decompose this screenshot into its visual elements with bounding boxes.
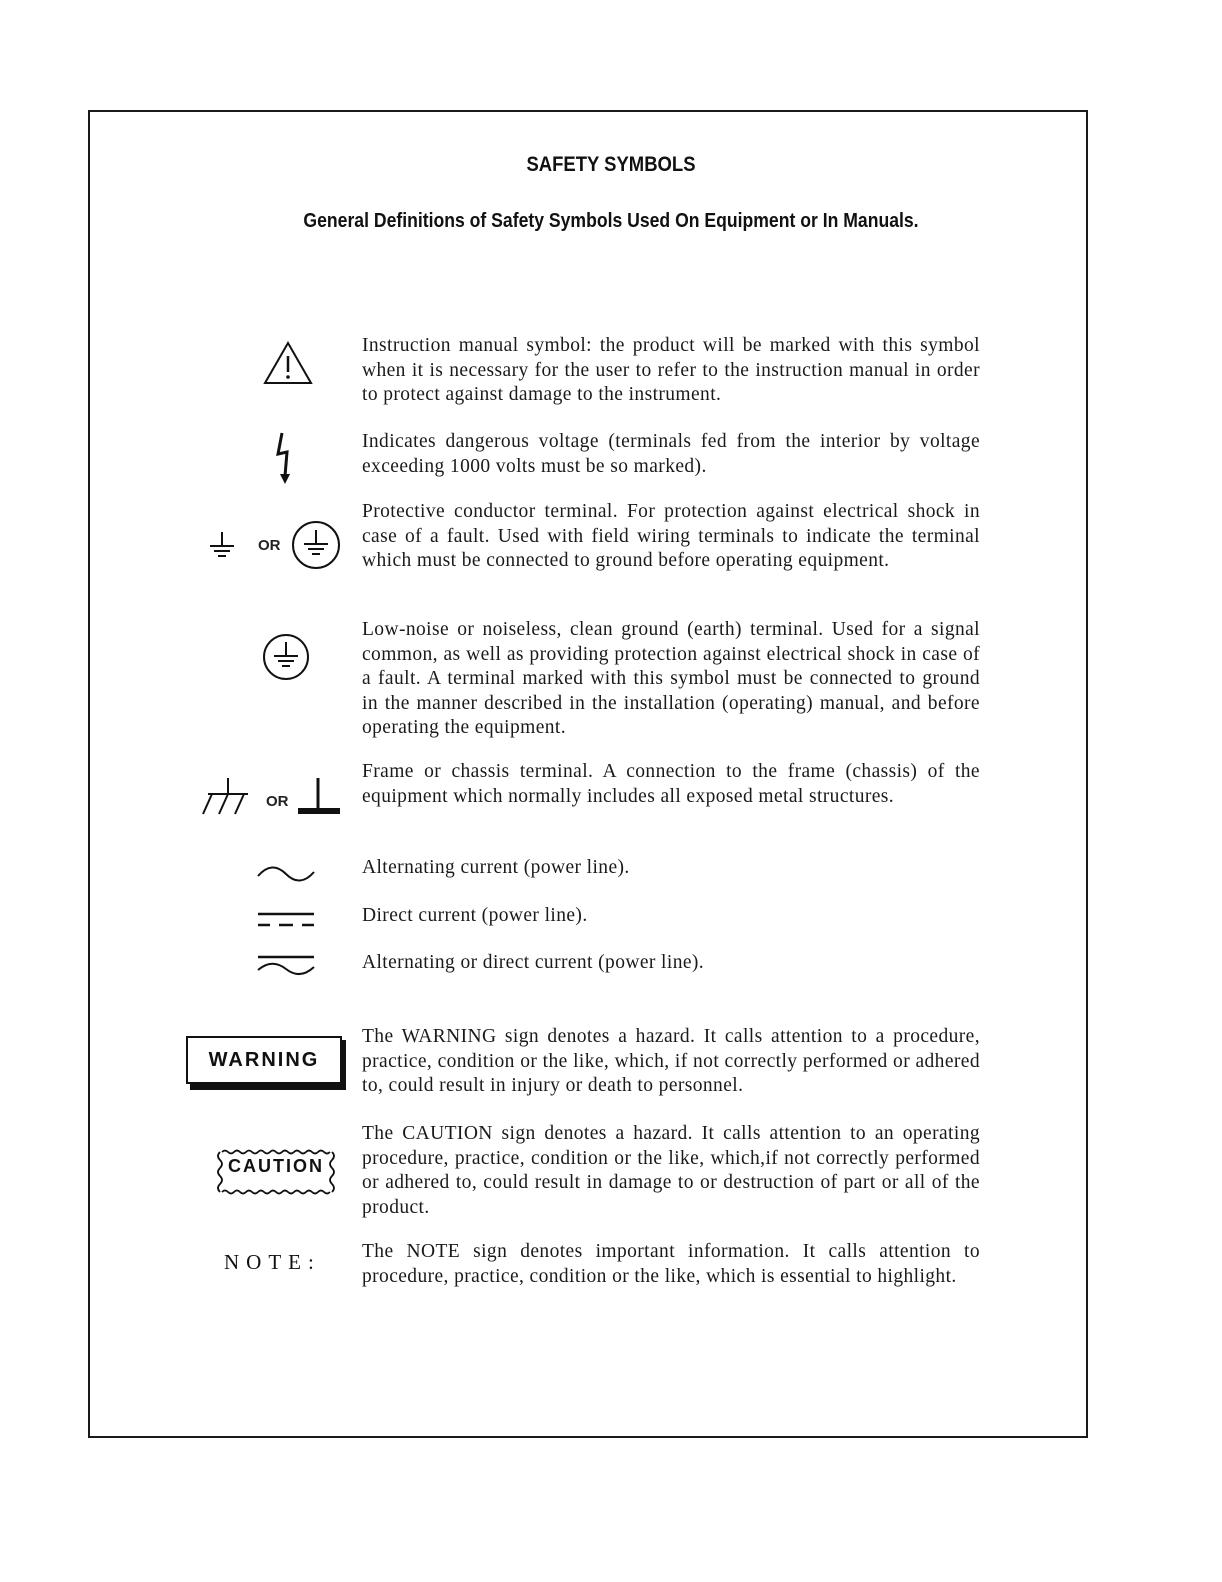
direct-current-icon <box>256 908 316 932</box>
warning-sign-shadow <box>190 1084 346 1090</box>
or-label: OR <box>258 537 281 554</box>
chassis-terminal-icon <box>198 774 348 820</box>
direct-current-definition: Direct current (power line). <box>362 905 588 926</box>
caution-sign: CAUTION <box>228 1156 324 1176</box>
chassis-terminal-definition: Frame or chassis terminal. A connection to the frame (chassis) of the equipment which normally includes all exposed metal structures. <box>362 761 980 807</box>
note-definition: The NOTE sign denotes important information. It calls attention to procedure, practice, condition or the like, which is essential to highlight. <box>362 1241 980 1287</box>
clean-ground-icon <box>258 632 314 682</box>
or-label: OR <box>266 793 289 810</box>
alternating-current-icon <box>256 860 316 888</box>
ac-dc-icon <box>256 952 316 980</box>
caution-definition: The CAUTION sign denotes a hazard. It calls attention to an operating procedure, practice, condition or the like, which,if not correctly performed or adhered to, could result in damage to or destruction of part or all of the product. <box>362 1123 980 1218</box>
warning-sign: WARNING <box>186 1036 342 1084</box>
lightning-bolt-icon <box>274 430 298 486</box>
alternating-current-definition: Alternating current (power line). <box>362 857 630 878</box>
ac-dc-definition: Alternating or direct current (power line). <box>362 952 705 973</box>
note-sign: NOTE: <box>224 1250 321 1274</box>
warning-definition: The WARNING sign denotes a hazard. It calls attention to a procedure, practice, condition or the like, which, if not correctly performed or adhered to, could result in injury or death to personnel. <box>362 1026 980 1096</box>
protective-ground-icon <box>204 518 344 572</box>
protective-conductor-definition: Protective conductor terminal. For protection against electrical shock in case of a fault. Used with field wiring terminals to indicate the terminal which must be connected to ground before operating equipment. <box>362 501 980 571</box>
warning-triangle-icon <box>262 340 314 386</box>
page-title: SAFETY SYMBOLS <box>526 153 696 176</box>
clean-ground-definition: Low-noise or noiseless, clean ground (earth) terminal. Used for a signal common, as well as providing protection against electrical shock in case of a fault. A terminal marked with this symbol must be connected to ground in the manner described in the installation (operating) manual, and before operating the equipment. <box>362 619 980 738</box>
page-subtitle: General Definitions of Safety Symbols Used On Equipment or In Manuals. <box>303 210 919 232</box>
dangerous-voltage-definition: Indicates dangerous voltage (terminals fed from the interior by voltage exceeding 1000 volts must be so marked). <box>362 431 980 477</box>
instruction-manual-definition: Instruction manual symbol: the product will be marked with this symbol when it is necessary for the user to refer to the instruction manual in order to protect against damage to the instrument. <box>362 335 980 405</box>
